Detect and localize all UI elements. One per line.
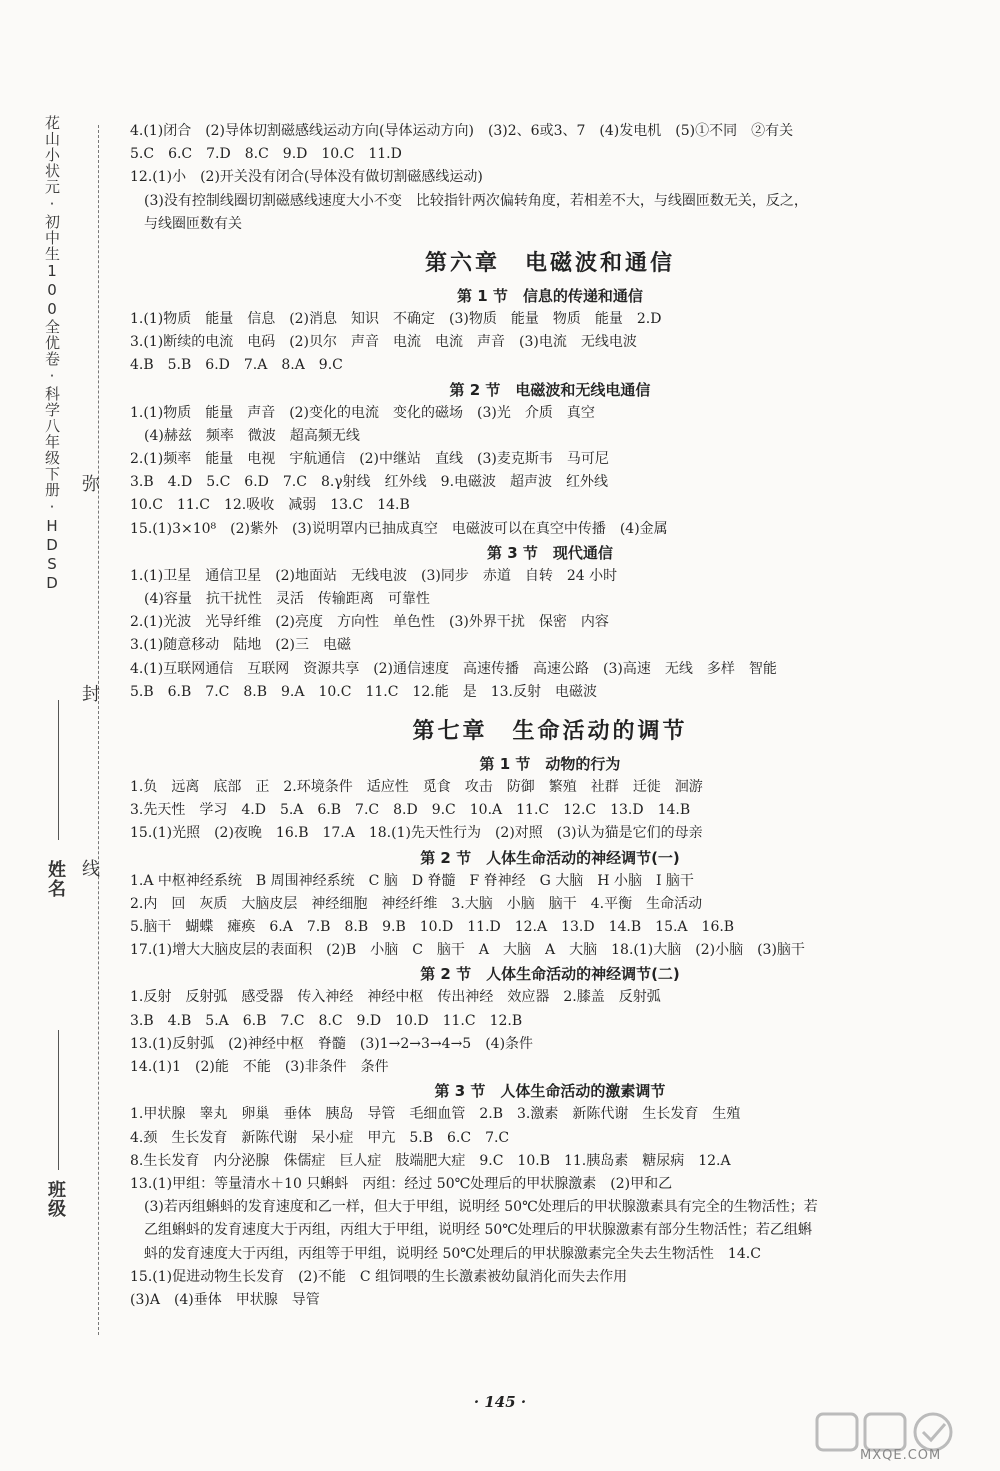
watermark-text: MXQE.COM	[860, 1448, 942, 1463]
answer-line: 12.(1)小 (2)开关没有闭合(导体没有做切割磁感线运动)	[130, 169, 483, 186]
answer-content	[130, 120, 970, 1312]
section-title: 第 1 节 信息的传递和通信	[457, 287, 643, 306]
answer-line: (3)若丙组蝌蚪的发育速度和乙一样，但大于甲组，说明经 50℃处理后的甲状腺激素具有完全的生物活性；若	[144, 1199, 818, 1216]
answer-line: 4.B 5.B 6.D 7.A 8.A 9.C	[130, 357, 343, 374]
answer-line: 与线圈匝数有关	[144, 215, 242, 232]
section-title: 第 2 节 电磁波和无线电通信	[449, 380, 651, 399]
answer-line: (4)赫兹 频率 微波 超高频无线	[144, 427, 360, 444]
answer-line: 2.(1)光波 光导纤维 (2)亮度 方向性 单色性 (3)外界干扰 保密 内容	[130, 614, 609, 631]
answer-line: 3.B 4.D 5.C 6.D 7.C 8.γ射线 红外线 9.电磁波 超声波 红外线	[130, 474, 609, 491]
class-label: 班级	[45, 1180, 66, 1218]
section-title: 第 3 节 现代通信	[487, 543, 613, 562]
page-number: · 145 ·	[473, 1393, 527, 1411]
answer-line: (3)没有控制线圈切割磁感线速度大小不变 比较指针两次偏转角度，若相差不大，与线圈匝数无关，反之，	[144, 192, 808, 209]
answer-line: 3.先天性 学习 4.D 5.A 6.B 7.C 8.D 9.C 10.A 11.C 12.C 13.D 14.B	[130, 802, 691, 819]
answer-line: 3.(1)随意移动 陆地 (2)三 电磁	[130, 637, 352, 654]
answer-line: 1.负 远离 底部 正 2.环境条件 适应性 觅食 攻击 防御 繁殖 社群 迁徙 洄游	[130, 779, 703, 796]
answer-line: 17.(1)增大大脑皮层的表面积 (2)B 小脑 C 脑干 A 大脑 A 大脑 18.(1)大脑 (2)小脑 (3)脑干	[130, 942, 805, 959]
answer-line: 3.(1)断续的电流 电码 (2)贝尔 声音 电流 电流 声音 (3)电流 无线电波	[130, 334, 637, 351]
answer-line: 13.(1)反射弧 (2)神经中枢 脊髓 (3)1→2→3→4→5 (4)条件	[130, 1035, 534, 1052]
answer-line: (3)A (4)垂体 甲状腺 导管	[130, 1291, 320, 1308]
answer-line: 2.(1)频率 能量 电视 宇航通信 (2)中继站 直线 (3)麦克斯韦 马可尼	[130, 451, 609, 468]
answer-line: 5.B 6.B 7.C 8.B 9.A 10.C 11.C 12.能 是 13.反射 电磁波	[130, 683, 597, 700]
seal-dashed-line	[98, 125, 99, 1335]
answer-line: (4)容量 抗干扰性 灵活 传输距离 可靠性	[144, 591, 430, 608]
answer-line: 1.反射 反射弧 感受器 传入神经 神经中枢 传出神经 效应器 2.膝盖 反射弧	[130, 989, 661, 1006]
answer-line: 5.C 6.C 7.D 8.C 9.D 10.C 11.D	[130, 146, 402, 163]
seal-char-xian: 线	[82, 859, 100, 880]
seal-char-feng: 封	[82, 684, 100, 705]
answer-line: 8.生长发育 内分泌腺 侏儒症 巨人症 肢端肥大症 9.C 10.B 11.胰岛素 糖尿病 12.A	[130, 1152, 731, 1169]
answer-line: 4.(1)互联网通信 互联网 资源共享 (2)通信速度 高速传播 高速公路 (3)高速 无线 多样 智能	[130, 660, 777, 677]
answer-line: 1.(1)物质 能量 信息 (2)消息 知识 不确定 (3)物质 能量 物质 能量 2.D	[130, 311, 662, 328]
answer-line: 蚪的发育速度大于丙组，丙组等于甲组，说明经 50℃处理后的甲状腺激素完全失去生物活性 14.C	[144, 1245, 761, 1262]
name-field-line	[58, 700, 59, 840]
answer-line: 15.(1)光照 (2)夜晚 16.B 17.A 18.(1)先天性行为 (2)对照 (3)认为猫是它们的母亲	[130, 825, 703, 842]
answer-line: 1.A 中枢神经系统 B 周围神经系统 C 脑 D 脊髓 F 脊神经 G 大脑 H 小脑 I 脑干	[130, 872, 694, 889]
answer-line: 13.(1)甲组：等量清水＋10 只蝌蚪 丙组：经过 50℃处理后的甲状腺激素 (2)甲和乙	[130, 1175, 673, 1192]
answer-line: 15.(1)3×10⁸ (2)紫外 (3)说明罩内已抽成真空 电磁波可以在真空中传播 (4)金属	[130, 520, 668, 537]
chapter-title: 第七章 生命活动的调节	[412, 718, 688, 745]
answer-line: 4.颈 生长发育 新陈代谢 呆小症 甲亢 5.B 6.C 7.C	[130, 1129, 510, 1146]
answer-line: 5.脑干 蝴蝶 瘫痪 6.A 7.B 8.B 9.B 10.D 11.D 12.A 13.D 14.B 15.A 16.B	[130, 919, 735, 936]
answer-line: 1.(1)卫星 通信卫星 (2)地面站 无线电波 (3)同步 赤道 自转 24 小时	[130, 567, 618, 584]
answer-line: 乙组蝌蚪的发育速度大于丙组，丙组大于甲组，说明经 50℃处理后的甲状腺激素有部分生物活性；若乙组蝌	[144, 1222, 812, 1239]
chapter-title: 第六章 电磁波和通信	[424, 250, 675, 277]
series-title: 花山小状元·初中生100全优卷·科学八年级下册·HDSD	[43, 115, 61, 593]
answer-line: 3.B 4.B 5.A 6.B 7.C 8.C 9.D 10.D 11.C 12.B	[130, 1012, 523, 1029]
answer-line: 2.内 回 灰质 大脑皮层 神经细胞 神经纤维 3.大脑 小脑 脑干 4.平衡 生命活动	[130, 895, 703, 912]
answer-line: 15.(1)促进动物生长发育 (2)不能 C 组饲喂的生长激素被幼鼠消化而失去作用	[130, 1268, 628, 1285]
seal-char-mi: 弥	[82, 474, 100, 495]
section-title: 第 2 节 人体生命活动的神经调节(二)	[420, 965, 680, 984]
answer-line: 10.C 11.C 12.吸收 减弱 13.C 14.B	[130, 497, 410, 514]
class-field-line	[58, 1030, 59, 1170]
section-title: 第 1 节 动物的行为	[479, 755, 621, 774]
answer-line: 14.(1)1 (2)能 不能 (3)非条件 条件	[130, 1059, 389, 1076]
section-title: 第 3 节 人体生命活动的激素调节	[434, 1082, 666, 1101]
answer-line: 1.甲状腺 睾丸 卵巢 垂体 胰岛 导管 毛细血管 2.B 3.激素 新陈代谢 生长发育 生殖	[130, 1106, 741, 1123]
answer-line: 4.(1)闭合 (2)导体切割磁感线运动方向(导体运动方向) (3)2、6或3、7 (4)发电机 (5)①不同 ②有关	[130, 123, 794, 139]
answer-line: 1.(1)物质 能量 声音 (2)变化的电流 变化的磁场 (3)光 介质 真空	[130, 404, 595, 421]
section-title: 第 2 节 人体生命活动的神经调节(一)	[420, 848, 680, 867]
name-label: 姓名	[45, 860, 66, 898]
